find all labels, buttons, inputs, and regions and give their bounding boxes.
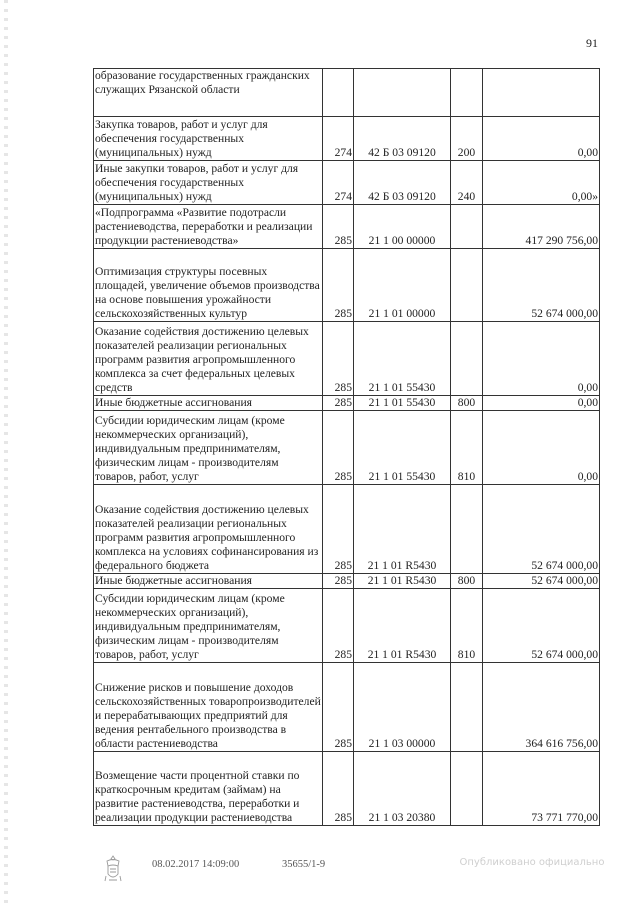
row-article: 21 1 01 R5430 [354,589,451,663]
row-type: 200 [451,117,483,161]
row-article: 21 1 03 00000 [354,663,451,752]
row-sum: 0,00» [483,161,600,205]
row-name: «Подпрограмма «Развитие подотрасли растениеводства, переработки и реализации продукции растениеводства» [94,205,323,249]
row-sum: 52 674 000,00 [483,485,600,574]
table-row [94,117,600,161]
row-sum: 0,00 [483,117,600,161]
row-sum: 52 674 000,00 [483,249,600,322]
row-type [451,69,483,117]
row-type [451,322,483,396]
row-code [323,69,354,117]
row-code: 274 [323,117,354,161]
row-sum: 0,00 [483,322,600,396]
row-name: Иные закупки товаров, работ и услуг для обеспечения государственных (муниципальных) нужд [94,161,323,205]
table-row [94,161,600,205]
row-type: 800 [451,574,483,589]
table-row [94,322,600,396]
table-row [94,249,600,322]
row-article: 21 1 01 55430 [354,411,451,485]
row-type [451,205,483,249]
row-article: 42 Б 03 09120 [354,117,451,161]
table-row [94,205,600,249]
row-sum: 417 290 756,00 [483,205,600,249]
row-sum: 364 616 756,00 [483,663,600,752]
table-row [94,411,600,485]
row-article: 21 1 03 20380 [354,752,451,826]
row-article: 21 1 01 55430 [354,396,451,411]
row-code: 285 [323,249,354,322]
row-name: Оптимизация структуры посевных площадей, увеличение объемов производства на основе повышения урожайности сельскохозяйственных культур [94,249,323,322]
row-article: 21 1 01 55430 [354,322,451,396]
row-name: Оказание содействия достижению целевых показателей реализации региональных программ развития агропромышленного комплекса за счет федеральных целевых средств [94,322,323,396]
row-code: 285 [323,205,354,249]
row-article: 21 1 01 R5430 [354,574,451,589]
row-code: 285 [323,322,354,396]
footer-date: 08.02.2017 14:09:00 [152,859,240,870]
row-article: 21 1 01 R5430 [354,485,451,574]
row-name: Возмещение части процентной ставки по краткосрочным кредитам (займам) на развитие растениеводства, переработки и реализации продукции растениеводства [94,752,323,826]
footer-doc-number: 35655/1-9 [282,859,326,870]
row-sum: 0,00 [483,396,600,411]
budget-table [93,68,600,826]
row-type: 240 [451,161,483,205]
row-article [354,69,451,117]
row-code: 285 [323,396,354,411]
page-number: 91 [586,36,598,50]
table-row [94,589,600,663]
row-type [451,663,483,752]
row-code: 285 [323,411,354,485]
row-name: Оказание содействия достижению целевых показателей реализации региональных программ развития агропромышленного комплекса на условиях софинансирования из федерального бюджета [94,485,323,574]
row-name: Закупка товаров, работ и услуг для обеспечения государственных (муниципальных) нужд [94,117,323,161]
row-name: Субсидии юридическим лицам (кроме некоммерческих организаций), индивидуальным предпринимателям, физическим лицам - производителям товаров, работ, услуг [94,411,323,485]
table-row [94,485,600,574]
row-name: образование государственных гражданских служащих Рязанской области [94,69,323,117]
table-row [94,574,600,589]
page-footer [0,858,640,888]
row-sum: 0,00 [483,411,600,485]
table-row [94,752,600,826]
table-row [94,396,600,411]
row-article: 21 1 00 00000 [354,205,451,249]
row-code: 285 [323,485,354,574]
row-name: Субсидии юридическим лицам (кроме некоммерческих организаций), индивидуальным предпринимателям, физическим лицам - производителям товаров, работ, услуг [94,589,323,663]
row-code: 285 [323,663,354,752]
row-type [451,249,483,322]
row-sum: 52 674 000,00 [483,574,600,589]
coat-of-arms-icon [102,854,124,884]
row-type: 810 [451,411,483,485]
row-name: Иные бюджетные ассигнования [94,396,323,411]
row-type [451,485,483,574]
row-name: Снижение рисков и повышение доходов сельскохозяйственных товаропроизводителей и перерабатывающих предприятий для ведения рентабельного производства в области растениеводства [94,663,323,752]
row-article: 21 1 01 00000 [354,249,451,322]
row-article: 42 Б 03 09120 [354,161,451,205]
row-type: 810 [451,589,483,663]
table-row [94,663,600,752]
row-code: 285 [323,752,354,826]
row-type [451,752,483,826]
row-code: 285 [323,589,354,663]
row-type: 800 [451,396,483,411]
row-code: 285 [323,574,354,589]
row-code: 274 [323,161,354,205]
row-name: Иные бюджетные ассигнования [94,574,323,589]
scan-edge-marks [4,0,8,905]
watermark-stamp: Опубликовано официально [459,857,605,868]
row-sum [483,69,600,117]
row-sum: 52 674 000,00 [483,589,600,663]
row-sum: 73 771 770,00 [483,752,600,826]
table-row [94,69,600,117]
